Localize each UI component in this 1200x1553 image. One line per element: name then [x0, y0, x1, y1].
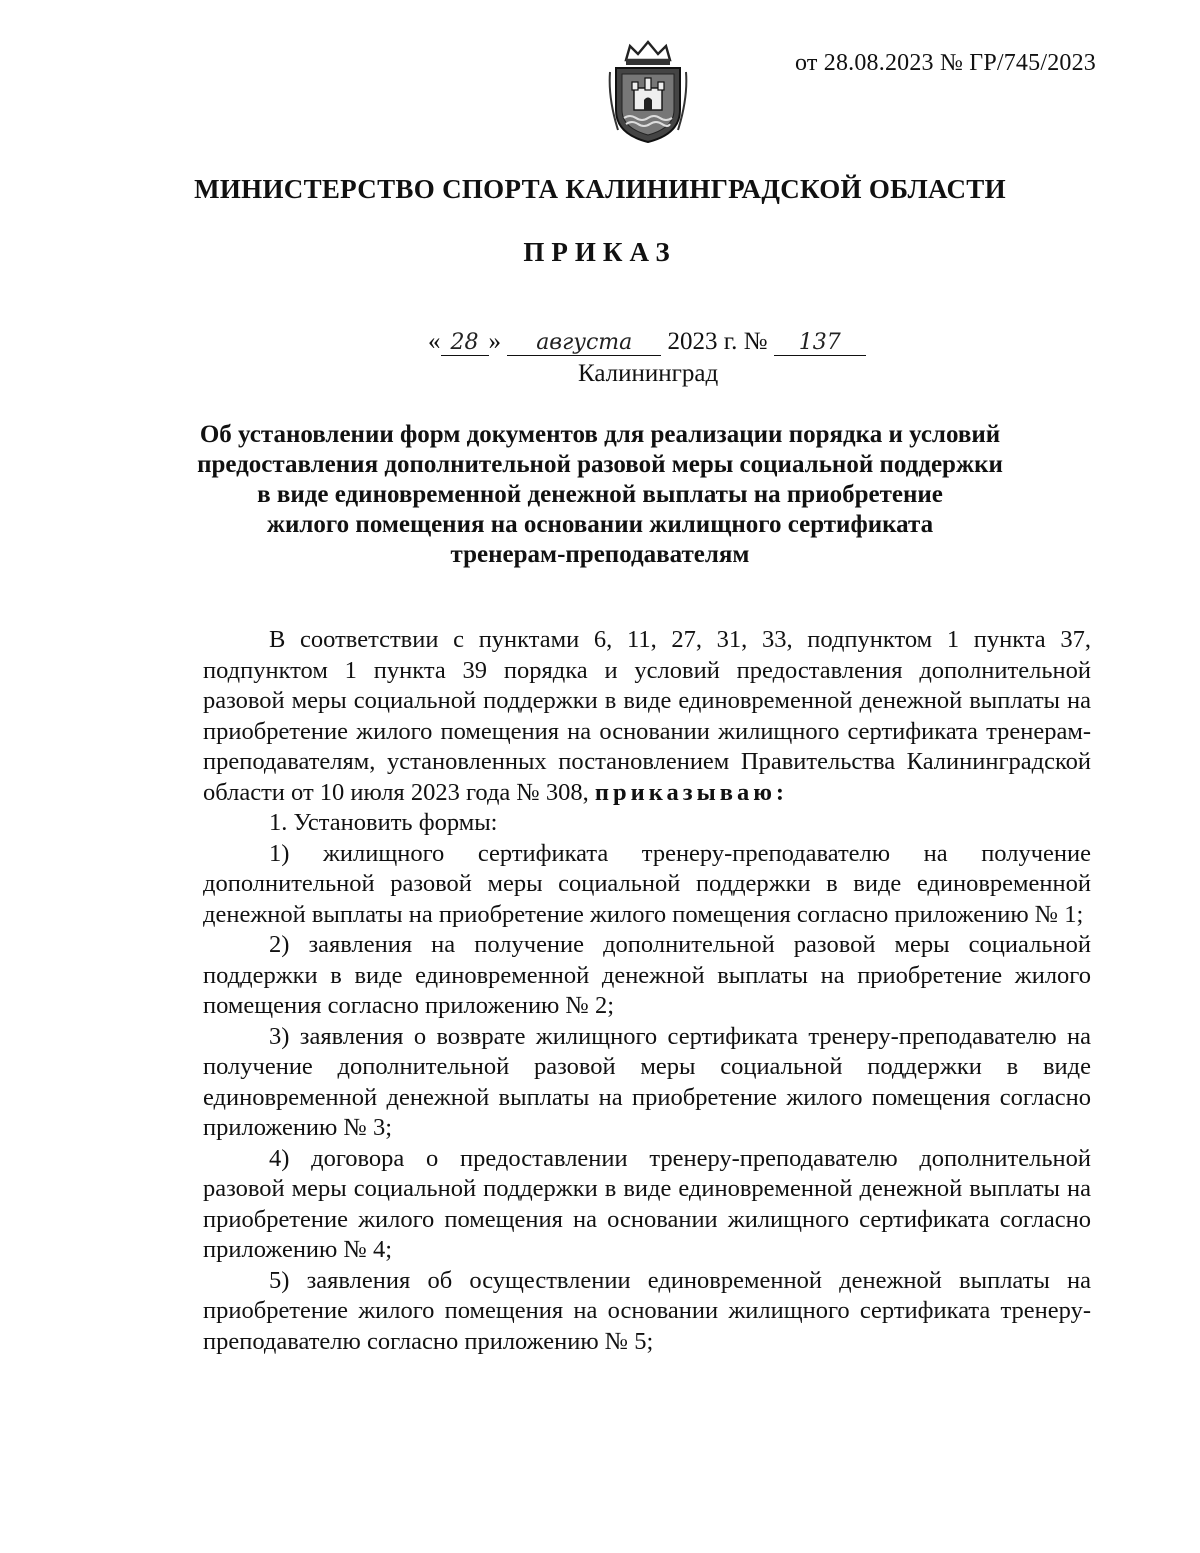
list-item: 4) договора о предоставлении тренеру-преподавателю дополнительной разовой меры социальной поддержки в виде единовременной денежной выплаты на приобретение жилого помещения на основании жилищного сертификата согласно приложению № 4;: [203, 1144, 1091, 1263]
preamble-paragraph: [203, 625, 1091, 808]
handwritten-order-number: 137: [774, 331, 866, 356]
handwritten-day: 28: [441, 331, 489, 356]
document-type: ПРИКАЗ: [523, 237, 677, 267]
list-item: 1) жилищного сертификата тренеру-преподавателю на получение дополнительной разовой меры социальной поддержки в виде единовременной денежной выплаты на приобретение жилого помещения согласно приложению № 1;: [203, 839, 1091, 928]
order-body: [203, 625, 1091, 1357]
list-item: 3) заявления о возврате жилищного сертификата тренеру-преподавателю на получение дополнительной разовой меры социальной поддержки в виде единовременной денежной выплаты на приобретение жилого помещения согласно приложению № 3;: [203, 1022, 1091, 1141]
ministry-title: МИНИСТЕРСТВО СПОРТА КАЛИНИНГРАДСКОЙ ОБЛАСТИ: [194, 174, 1006, 204]
registration-number: от 28.08.2023 № ГР/745/2023: [794, 50, 1096, 76]
city: Калининград: [578, 360, 719, 387]
subject-line: предоставления дополнительной разовой меры социальной поддержки: [197, 451, 1003, 478]
handwritten-month: августа: [507, 331, 661, 356]
open-quote: «: [428, 328, 441, 355]
list-item: 2) заявления на получение дополнительной разовой меры социальной поддержки в виде единовременной денежной выплаты на приобретение жилого помещения согласно приложению № 2;: [203, 931, 1091, 1019]
list-item: 5) заявления об осуществлении единовременной денежной выплаты на приобретение жилого помещения на основании жилищного сертификата тренеру-преподавателю согласно приложению № 5;: [203, 1266, 1091, 1355]
subject-line: в виде единовременной денежной выплаты на приобретение: [257, 481, 943, 508]
subject-line: Об установлении форм документов для реализации порядка и условий: [199, 421, 1001, 448]
order-subject: [150, 420, 1050, 570]
section-1-heading: 1. Установить формы:: [269, 809, 498, 836]
kaliningrad-coat-of-arms-icon: [606, 38, 690, 144]
order-date-line: [428, 328, 866, 356]
subject-line: тренерам-преподавателям: [450, 541, 750, 568]
order-word: приказываю:: [594, 778, 789, 806]
close-quote: »: [488, 328, 501, 355]
year-and-number-label: 2023 г. №: [667, 328, 768, 355]
subject-line: жилого помещения на основании жилищного сертификата: [266, 511, 934, 538]
preamble-text: В соответствии с пунктами 6, 11, 27, 31, 33, подпунктом 1 пункта 37, подпунктом 1 пункта 39 порядка и условий предоставления дополнительной разовой меры социальной поддержки в виде единовременной денежной выплаты на приобретение жилого помещения на основании жилищного сертификата тренерам-преподавателям, установленных постановлением Правительства Калининградской области от 10 июля 2023 года № 308,: [203, 626, 1091, 806]
